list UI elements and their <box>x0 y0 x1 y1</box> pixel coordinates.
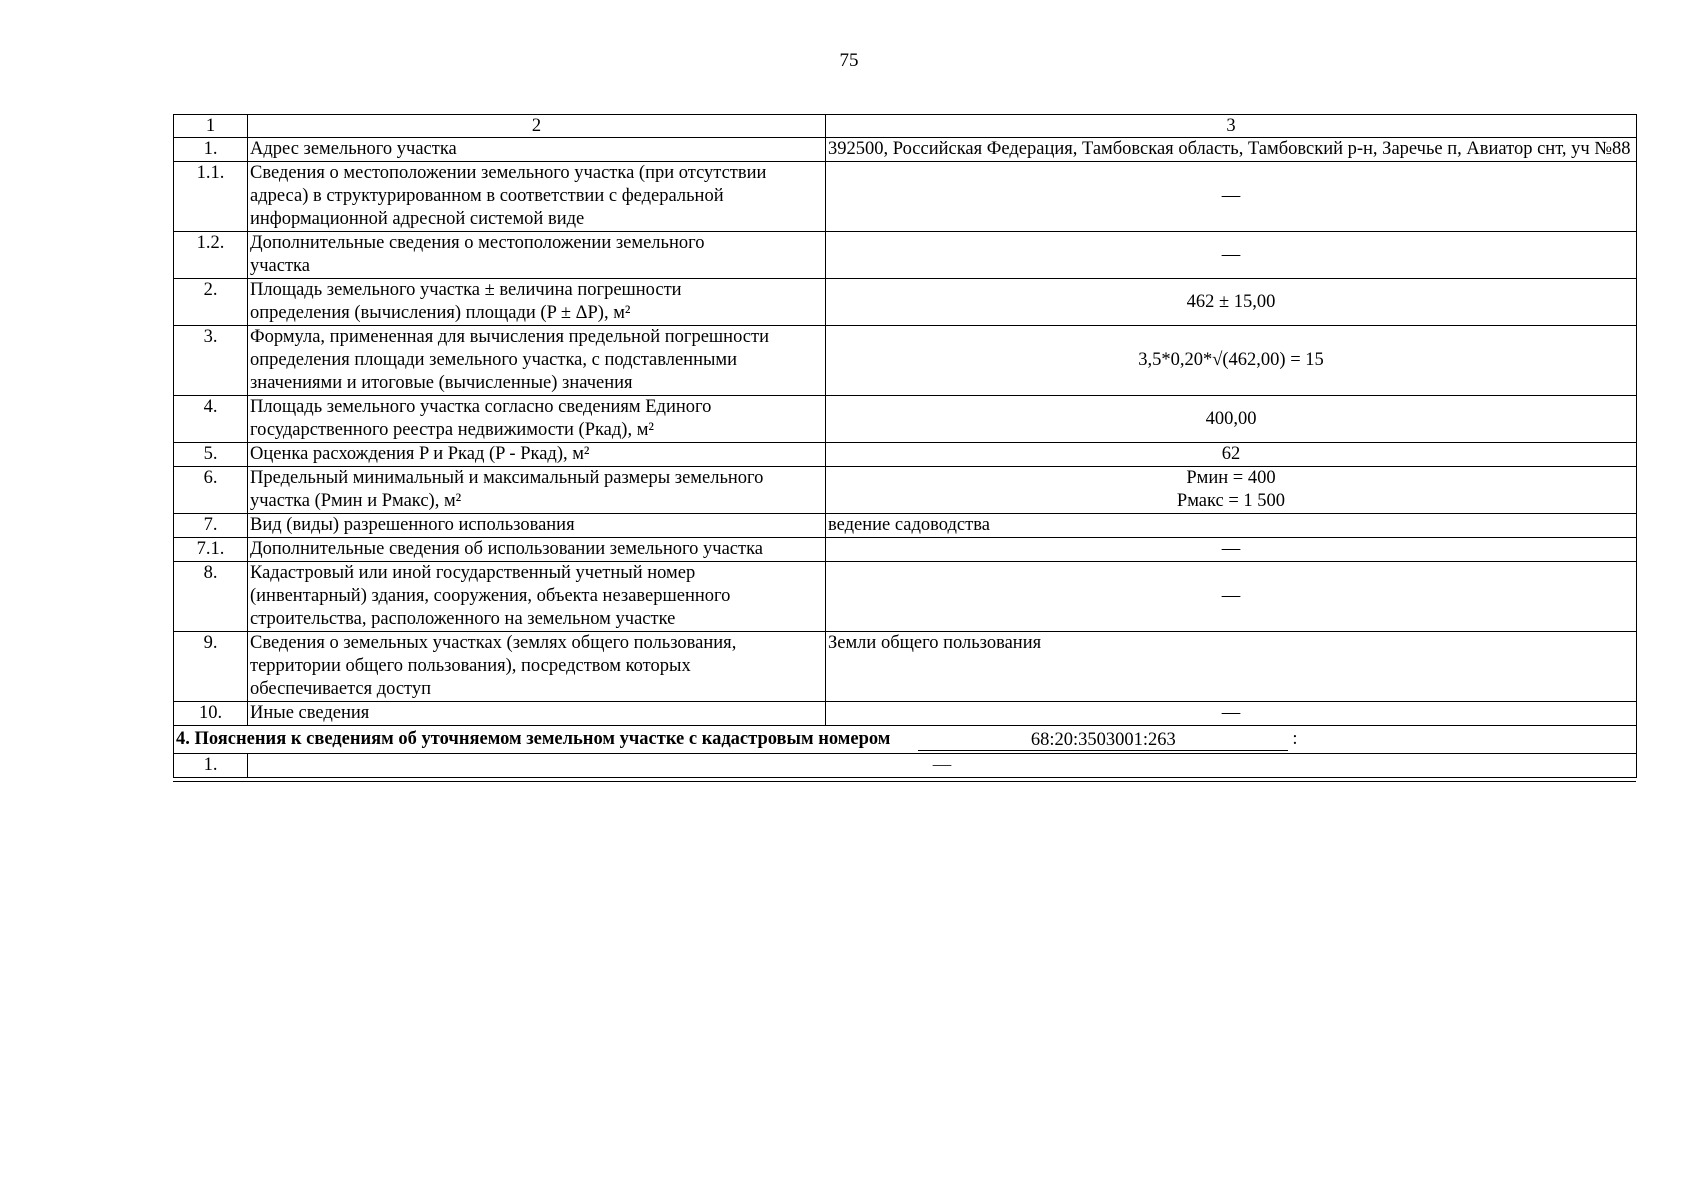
section-4-header-row <box>174 726 1637 754</box>
row-number: 9. <box>174 632 248 702</box>
row-value: — <box>826 232 1637 279</box>
table-row <box>174 326 1637 396</box>
row-label: Адрес земельного участка <box>248 138 826 162</box>
table-row <box>174 562 1637 632</box>
row-value: Земли общего пользования <box>826 632 1637 702</box>
table-row <box>174 232 1637 279</box>
row-number: 8. <box>174 562 248 632</box>
row-value: — <box>826 702 1637 726</box>
table-row <box>174 632 1637 702</box>
cadastral-number: 68:20:3503001:263 <box>918 730 1288 751</box>
row-value: 400,00 <box>826 396 1637 443</box>
row-label: Оценка расхождения P и Pкад (P - Pкад), м² <box>248 443 826 467</box>
row-value: — <box>826 562 1637 632</box>
row-value: — <box>826 538 1637 562</box>
row-label: Сведения о земельных участках (землях общего пользования, территории общего пользования), посредством которых обеспечивается доступ <box>248 632 826 702</box>
row-value: ведение садоводства <box>826 514 1637 538</box>
page-number: 75 <box>839 50 859 71</box>
table-row <box>174 138 1637 162</box>
row-label: Дополнительные сведения о местоположении земельного участка <box>248 232 826 279</box>
table-row <box>174 467 1637 514</box>
row-value: 392500, Российская Федерация, Тамбовская область, Тамбовский р-н, Заречье п, Авиатор снт, уч №88 <box>826 138 1637 162</box>
section-4-row-value: — <box>248 754 1637 778</box>
row-value: 462 ± 15,00 <box>826 279 1637 326</box>
row-number: 1. <box>174 754 248 778</box>
row-label: Сведения о местоположении земельного участка (при отсутствии адреса) в структурированном в соответствии с федеральной информационной адресной системой виде <box>248 162 826 232</box>
table-row <box>174 702 1637 726</box>
row-number: 1. <box>174 138 248 162</box>
table-row <box>174 162 1637 232</box>
table-row <box>174 396 1637 443</box>
row-label: Площадь земельного участка ± величина погрешности определения (вычисления) площади (P ± ΔP), м² <box>248 279 826 326</box>
land-plot-info-table <box>173 114 1637 778</box>
row-number: 2. <box>174 279 248 326</box>
row-label: Формула, примененная для вычисления предельной погрешности определения площади земельного участка, с подставленными значениями и итоговые (вычисленные) значения <box>248 326 826 396</box>
row-number: 7.1. <box>174 538 248 562</box>
row-number: 1.1. <box>174 162 248 232</box>
row-number: 5. <box>174 443 248 467</box>
row-value: 62 <box>826 443 1637 467</box>
table-header-row <box>174 115 1637 138</box>
row-label: Дополнительные сведения об использовании земельного участка <box>248 538 826 562</box>
section-4-title: 4. Пояснения к сведениям об уточняемом земельном участке с кадастровым номером <box>176 729 891 749</box>
header-col-2: 2 <box>248 115 826 138</box>
row-label: Кадастровый или иной государственный учетный номер (инвентарный) здания, сооружения, объекта незавершенного строительства, расположенного на земельном участке <box>248 562 826 632</box>
row-label: Площадь земельного участка согласно сведениям Единого государственного реестра недвижимости (Pкад), м² <box>248 396 826 443</box>
row-number: 10. <box>174 702 248 726</box>
section-4-row <box>174 754 1637 778</box>
section-4-header-cell <box>174 726 1637 754</box>
row-value: 3,5*0,20*√(462,00) = 15 <box>826 326 1637 396</box>
row-label: Иные сведения <box>248 702 826 726</box>
row-number: 7. <box>174 514 248 538</box>
table-row <box>174 514 1637 538</box>
row-number: 3. <box>174 326 248 396</box>
table-row <box>174 279 1637 326</box>
row-number: 1.2. <box>174 232 248 279</box>
section-4-colon: : <box>1292 729 1298 749</box>
row-value: Pмин = 400 Pмакс = 1 500 <box>826 467 1637 514</box>
row-label: Предельный минимальный и максимальный размеры земельного участка (Pмин и Pмакс), м² <box>248 467 826 514</box>
row-number: 4. <box>174 396 248 443</box>
row-value: — <box>826 162 1637 232</box>
header-col-1: 1 <box>174 115 248 138</box>
row-label: Вид (виды) разрешенного использования <box>248 514 826 538</box>
table-row <box>174 443 1637 467</box>
table-bottom-rule <box>173 781 1636 782</box>
row-number: 6. <box>174 467 248 514</box>
header-col-3: 3 <box>826 115 1637 138</box>
table-row <box>174 538 1637 562</box>
